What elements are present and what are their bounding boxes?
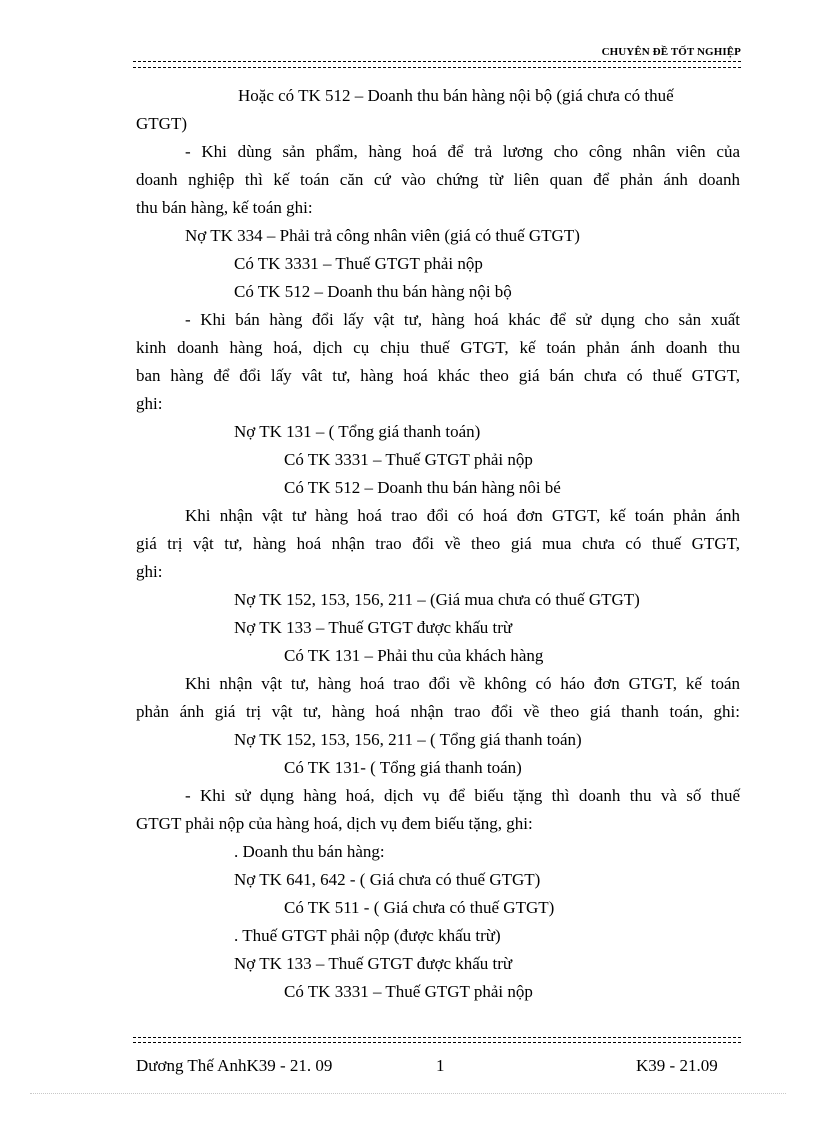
page-number: 1 xyxy=(436,1056,445,1075)
footer-rule xyxy=(133,1042,741,1043)
text-line: giá trị vật tư, hàng hoá nhận trao đổi về theo giá mua chưa có thuế GTGT, xyxy=(136,534,740,553)
text-line: ghi: xyxy=(136,394,163,413)
header-rule xyxy=(133,67,741,68)
text-line: Nợ TK 152, 153, 156, 211 – (Giá mua chưa có thuế GTGT) xyxy=(234,590,640,609)
text-line: Nợ TK 131 – ( Tổng giá thanh toán) xyxy=(234,422,481,441)
text-line: Nợ TK 334 – Phải trả công nhân viên (giá có thuế GTGT) xyxy=(185,226,580,245)
text-line: - Khi bán hàng đổi lấy vật tư, hàng hoá khác để sử dụng cho sản xuất xyxy=(185,310,740,329)
text-line: Khi nhận vật tư hàng hoá trao đổi có hoá đơn GTGT, kế toán phản ánh xyxy=(185,506,740,525)
text-line: Nợ TK 641, 642 - ( Giá chưa có thuế GTGT) xyxy=(234,870,541,889)
text-line: thu bán hàng, kế toán ghi: xyxy=(136,198,313,217)
text-line: ban hàng để đổi lấy vât tư, hàng hoá khác theo giá bán chưa có thuế GTGT, xyxy=(136,366,740,385)
text-line: Có TK 511 - ( Giá chưa có thuế GTGT) xyxy=(284,898,555,917)
text-line: Có TK 3331 – Thuế GTGT phải nộp xyxy=(234,254,483,273)
text-line: Có TK 512 – Doanh thu bán hàng nôi bé xyxy=(284,478,561,497)
text-line: kinh doanh hàng hoá, dịch cụ chịu thuế GTGT, kế toán phản ánh doanh thu xyxy=(136,338,740,357)
text-line: Nợ TK 133 – Thuế GTGT được khấu trừ xyxy=(234,954,513,973)
text-line: Có TK 131 – Phải thu của khách hàng xyxy=(284,646,544,665)
text-line: . Thuế GTGT phải nộp (được khấu trừ) xyxy=(234,926,501,945)
text-line: . Doanh thu bán hàng: xyxy=(234,842,385,861)
text-line: Nợ TK 133 – Thuế GTGT được khấu trừ xyxy=(234,618,513,637)
text-line: ghi: xyxy=(136,562,163,581)
footer-class-code: K39 - 21.09 xyxy=(636,1056,718,1075)
header-rule xyxy=(133,61,741,62)
text-line: GTGT phải nộp của hàng hoá, dịch vụ đem biếu tặng, ghi: xyxy=(136,814,533,833)
text-line: Có TK 3331 – Thuế GTGT phải nộp xyxy=(284,450,533,469)
text-line: Hoặc có TK 512 – Doanh thu bán hàng nội bộ (giá chưa có thuế xyxy=(238,86,674,105)
text-line: - Khi sử dụng hàng hoá, dịch vụ để biếu tặng thì doanh thu và số thuế xyxy=(185,786,740,805)
text-line: GTGT) xyxy=(136,114,187,133)
text-line: Khi nhận vật tư, hàng hoá trao đổi về không có háo đơn GTGT, kế toán xyxy=(185,674,740,693)
footer-author: Dương Thế AnhK39 - 21. 09 xyxy=(136,1056,333,1075)
text-line: Có TK 512 – Doanh thu bán hàng nội bộ xyxy=(234,282,512,301)
text-line: phản ánh giá trị vật tư, hàng hoá nhận trao đổi về theo giá thanh toán, ghi: xyxy=(136,702,740,721)
footer-rule xyxy=(133,1037,741,1038)
text-line: doanh nghiệp thì kế toán căn cứ vào chứng từ liên quan để phản ánh doanh xyxy=(136,170,740,189)
text-line: Nợ TK 152, 153, 156, 211 – ( Tổng giá thanh toán) xyxy=(234,730,582,749)
text-line: - Khi dùng sản phẩm, hàng hoá để trả lương cho công nhân viên của xyxy=(185,142,740,161)
text-line: Có TK 131- ( Tổng giá thanh toán) xyxy=(284,758,522,777)
header-title: CHUYÊN ĐỀ TỐT NGHIỆP xyxy=(601,46,741,58)
page-edge xyxy=(30,1093,786,1094)
text-line: Có TK 3331 – Thuế GTGT phải nộp xyxy=(284,982,533,1001)
